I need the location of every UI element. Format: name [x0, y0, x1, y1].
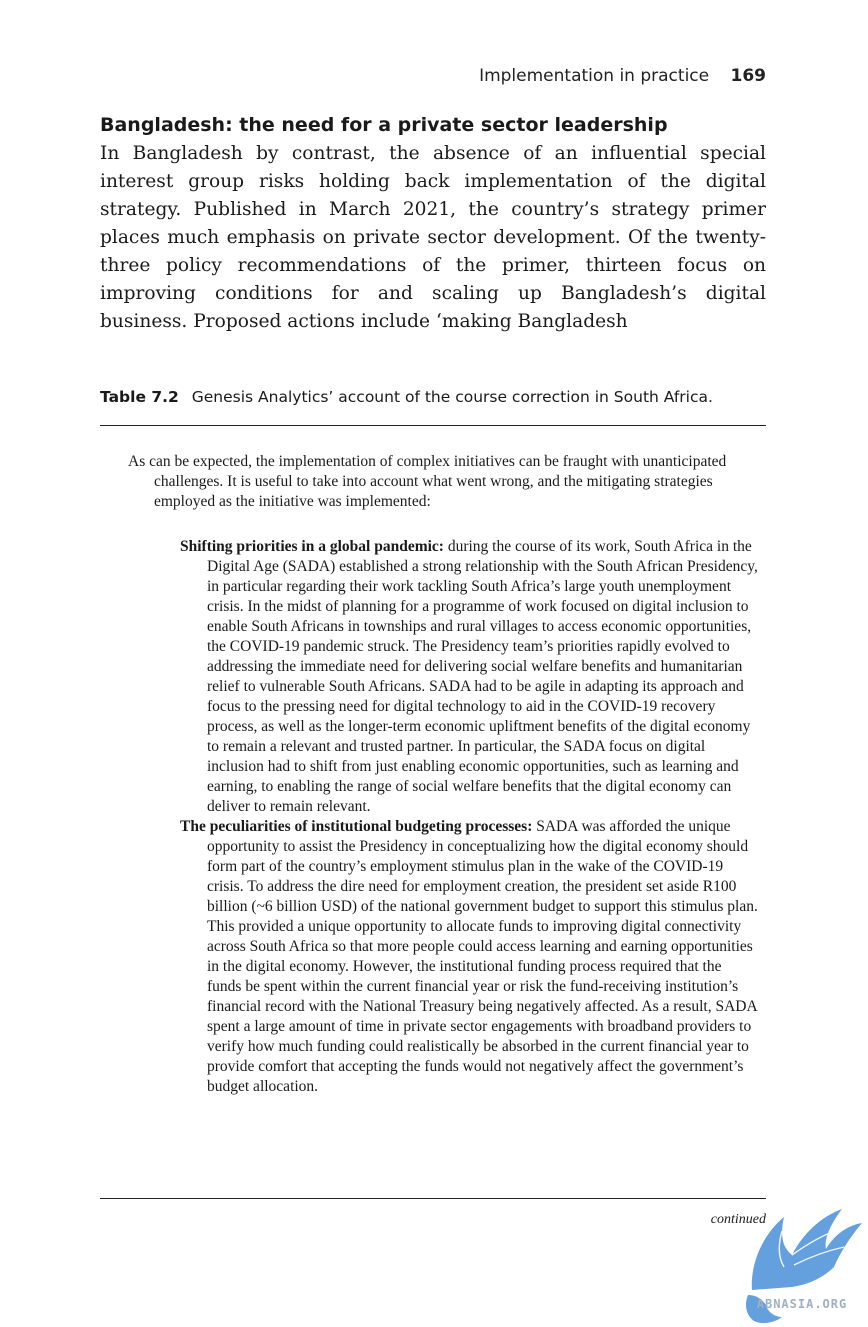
- table-bottom-rule: [100, 1198, 766, 1199]
- running-head: [100, 66, 766, 86]
- page-number: 169: [730, 66, 766, 86]
- table-caption-text: Genesis Analytics’ account of the course correction in South Africa.: [191, 388, 713, 406]
- continued-note: continued: [710, 1212, 766, 1227]
- table-item: [180, 817, 758, 1097]
- body-paragraph: In Bangladesh by contrast, the absence of an influential special interest group risks holding back implementation of the digital strategy. Published in March 2021, the country’s strategy primer places much emphasis on private sector development. Of the twenty-three policy recommendations of the primer, thirteen focus on improving conditions for and scaling up Bangladesh’s digital business. Proposed actions include ‘making Bangladesh: [100, 143, 766, 332]
- table-intro: As can be expected, the implementation of complex initiatives can be fraught with unanticipated challenges. It is useful to take into account what went wrong, and the mitigating strategies employed as the initiative was implemented:: [128, 453, 727, 510]
- watermark-text: ABNASIA.ORG: [756, 1297, 848, 1311]
- running-head-title: Implementation in practice: [479, 66, 710, 86]
- table-item-title: Shifting priorities in a global pandemic:: [180, 538, 444, 555]
- table-item: [180, 537, 758, 817]
- table-top-rule: [100, 425, 766, 426]
- table-caption: [100, 388, 766, 406]
- table-label: Table 7.2: [100, 388, 179, 406]
- table-body: [100, 452, 766, 1097]
- section-heading: Bangladesh: the need for a private sector leadership: [100, 114, 668, 136]
- table-item-text: SADA was afforded the unique opportunity to assist the Presidency in conceptualizing how the digital economy should form part of the country’s employment stimulus plan in the wake of the COVID-19 crisis. To address the dire need for employment creation, the president set aside R100 billion (~6 billion USD) of the national government budget to support this stimulus plan. This provided a unique opportunity to allocate funds to improving digital connectivity across South Africa so that more people could access learning and earning opportunities in the digital economy. However, the institutional funding process required that the funds be spent within the current financial year or risk the fund-receiving institution’s financial record with the National Treasury being negatively affected. As a result, SADA spent a large amount of time in private sector engagements with broadband providers to verify how much funding could realistically be absorbed in the current financial year to provide comfort that accepting the funds would not negatively affect the government’s budget allocation.: [207, 818, 758, 1095]
- table-item-text: during the course of its work, South Africa in the Digital Age (SADA) established a strong relationship with the South African Presidency, in particular regarding their work tackling South Africa’s large youth unemployment crisis. In the midst of planning for a programme of work focused on digital inclusion to enable South Africans in townships and rural villages to access economic opportunities, the COVID-19 pandemic struck. The Presidency team’s priorities rapidly evolved to addressing the immediate need for delivering social welfare benefits and humanitarian relief to vulnerable South Africans. SADA had to be agile in adapting its approach and focus to the pressing need for digital technology to aid in the COVID-19 recovery process, as well as the longer-term economic upliftment benefits of the digital economy to remain a relevant and trusted partner. In particular, the SADA focus on digital inclusion had to shift from just enabling economic opportunities, such as learning and earning, to enabling the range of social welfare benefits that the digital economy can deliver to remain relevant.: [207, 538, 758, 815]
- table-item-title: The peculiarities of institutional budgeting processes:: [180, 818, 533, 835]
